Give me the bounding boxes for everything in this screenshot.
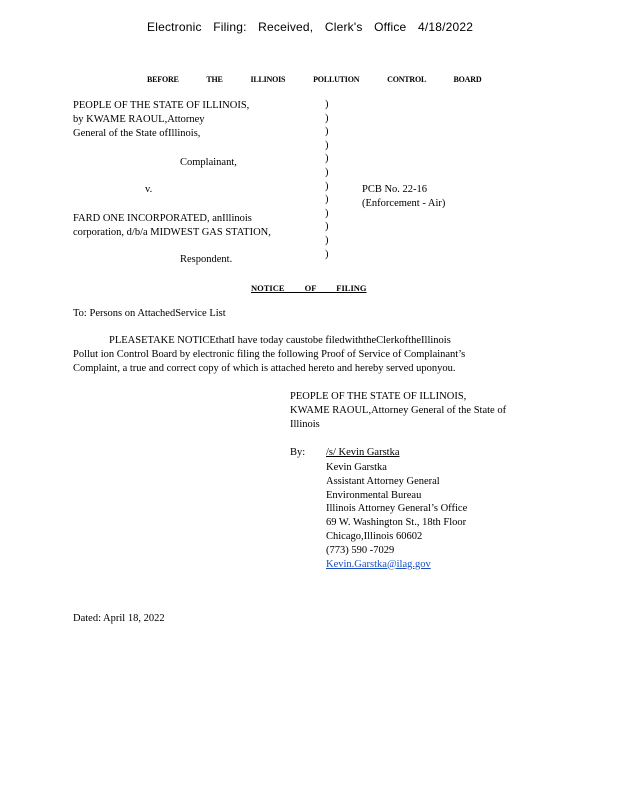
case-number: PCB No. 22-16 (362, 184, 428, 195)
paren: ) (325, 248, 329, 260)
complainant-label: Complainant, (180, 157, 237, 168)
party-line: PEOPLE OF THE STATE OF ILLINOIS, (290, 391, 467, 402)
address-line: 69 W. Washington St., 18th Floor (326, 517, 467, 529)
body-line-1: PLEASETAKE NOTICEthatI have today caustobe filedwiththeClerkoftheIllinois (109, 335, 451, 346)
address-line: Environmental Bureau (326, 489, 422, 501)
body-line-3: Complaint, a true and correct copy of which is attached hereto and hereby served uponyou. (73, 363, 456, 374)
dated-line: Dated: April 18, 2022 (73, 613, 165, 624)
defendant-block (73, 212, 271, 240)
by-label: By: (290, 447, 306, 458)
board-title: BEFORE THE ILLINOIS POLLUTION CONTROL BOARD (147, 75, 482, 84)
paren: ) (325, 207, 329, 219)
paren: ) (325, 221, 329, 233)
party-line: Illinois (290, 418, 320, 430)
notice-title: NOTICE OF FILING (251, 283, 367, 293)
body-line-2: Pollut ion Control Board by electronic filing the following Proof of Service of Complainant’s (73, 349, 466, 360)
filing-stamp: Electronic Filing: Received, Clerk's Office 4/18/2022 (147, 20, 474, 34)
paren: ) (325, 166, 329, 178)
signature-party (290, 390, 506, 431)
caption-parens (325, 98, 329, 261)
paren: ) (325, 194, 329, 206)
respondent-label: Respondent. (180, 254, 233, 265)
plaintiff-line: General of the State ofIllinois, (73, 127, 201, 139)
paren: ) (325, 180, 329, 192)
defendant-line: corporation, d/b/a MIDWEST GAS STATION, (73, 226, 271, 238)
address-line: (773) 590 -7029 (326, 544, 395, 556)
paren: ) (325, 234, 329, 246)
address-line: Illinois Attorney General’s Office (326, 503, 468, 515)
case-type: (Enforcement - Air) (362, 198, 446, 209)
paren: ) (325, 112, 329, 124)
address-line: Kevin Garstka (326, 462, 387, 473)
email-link[interactable]: Kevin.Garstka@ilag.gov (326, 558, 431, 570)
signer-address (326, 461, 467, 571)
defendant-line: FARD ONE INCORPORATED, anIllinois (73, 213, 252, 224)
address-line: Chicago,Illinois 60602 (326, 530, 423, 542)
plaintiff-line: by KWAME RAOUL,Attorney (73, 113, 205, 125)
versus-label: v. (145, 184, 153, 195)
plaintiff-line: PEOPLE OF THE STATE OF ILLINOIS, (73, 100, 250, 111)
plaintiff-block (73, 99, 249, 140)
paren: ) (325, 139, 329, 151)
signature-line: /s/ Kevin Garstka (326, 447, 400, 458)
paren: ) (325, 99, 329, 110)
to-line: To: Persons on AttachedService List (73, 308, 226, 319)
paren: ) (325, 153, 329, 165)
address-line: Assistant Attorney General (326, 475, 440, 487)
party-line: KWAME RAOUL,Attorney General of the State of (290, 404, 507, 416)
paren: ) (325, 126, 329, 138)
